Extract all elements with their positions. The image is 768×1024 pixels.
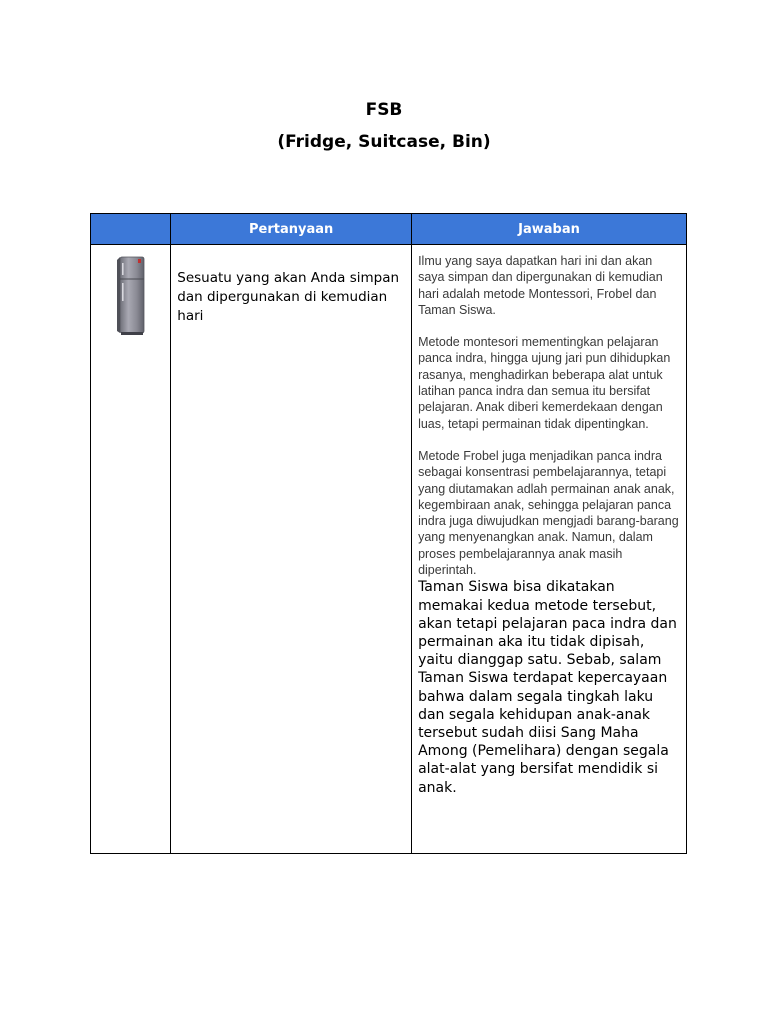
question-cell: Sesuatu yang akan Anda simpan dan dipergunakan di kemudian hari: [171, 245, 412, 854]
table-row: [91, 245, 687, 854]
answer-paragraph-montessori: Metode montesori mementingkan pelajaran panca indra, hingga ujung jari pun dihidupkan rasanya, menghadirkan beberapa alat untuk latihan panca indra dan semua itu bersifat pelajaran. Anak diberi kemerdekaan dengan luas, tetapi permainan tidak dipentingkan.: [418, 335, 671, 431]
fridge-icon: [114, 255, 148, 337]
table-header-row: [91, 214, 687, 245]
icon-cell: [91, 245, 171, 854]
fsb-table: [90, 213, 687, 854]
document-title: FSB: [365, 100, 403, 120]
header-jawaban: Jawaban: [412, 214, 687, 245]
answer-paragraph-taman-siswa: Taman Siswa bisa dikatakan memakai kedua metode tersebut, akan tetapi pelajaran paca indra dan permainan aka itu tidak dipisah, yaitu dianggap satu. Sebab, salam Taman Siswa terdapat kepercayaan bahwa dalam segala tingkah laku dan segala kehidupan anak-anak tersebut sudah diisi Sang Maha Among (Pemelihara) dengan segala alat-alat yang bersifat mendidik si anak.: [418, 579, 677, 796]
answer-cell: [412, 245, 687, 854]
document-subtitle: (Fridge, Suitcase, Bin): [277, 132, 491, 152]
header-icon-column: [91, 214, 171, 245]
answer-paragraph-intro: Ilmu yang saya dapatkan hari ini dan akan saya simpan dan dipergunakan di kemudian hari adalah metode Montessori, Frobel dan Taman Siswa.: [418, 254, 663, 317]
header-pertanyaan: Pertanyaan: [171, 214, 412, 245]
answer-paragraph-frobel: Metode Frobel juga menjadikan panca indra sebagai konsentrasi pembelajarannya, tetapi yang diutamakan adlah permainan anak anak, kegembiraan anak, sehingga pelajaran panca indra juga diwujudkan mengjadi barang-barang yang menyenangkan anak. Namun, dalam proses pembelajarannya anak masih diperintah.: [418, 448, 679, 578]
